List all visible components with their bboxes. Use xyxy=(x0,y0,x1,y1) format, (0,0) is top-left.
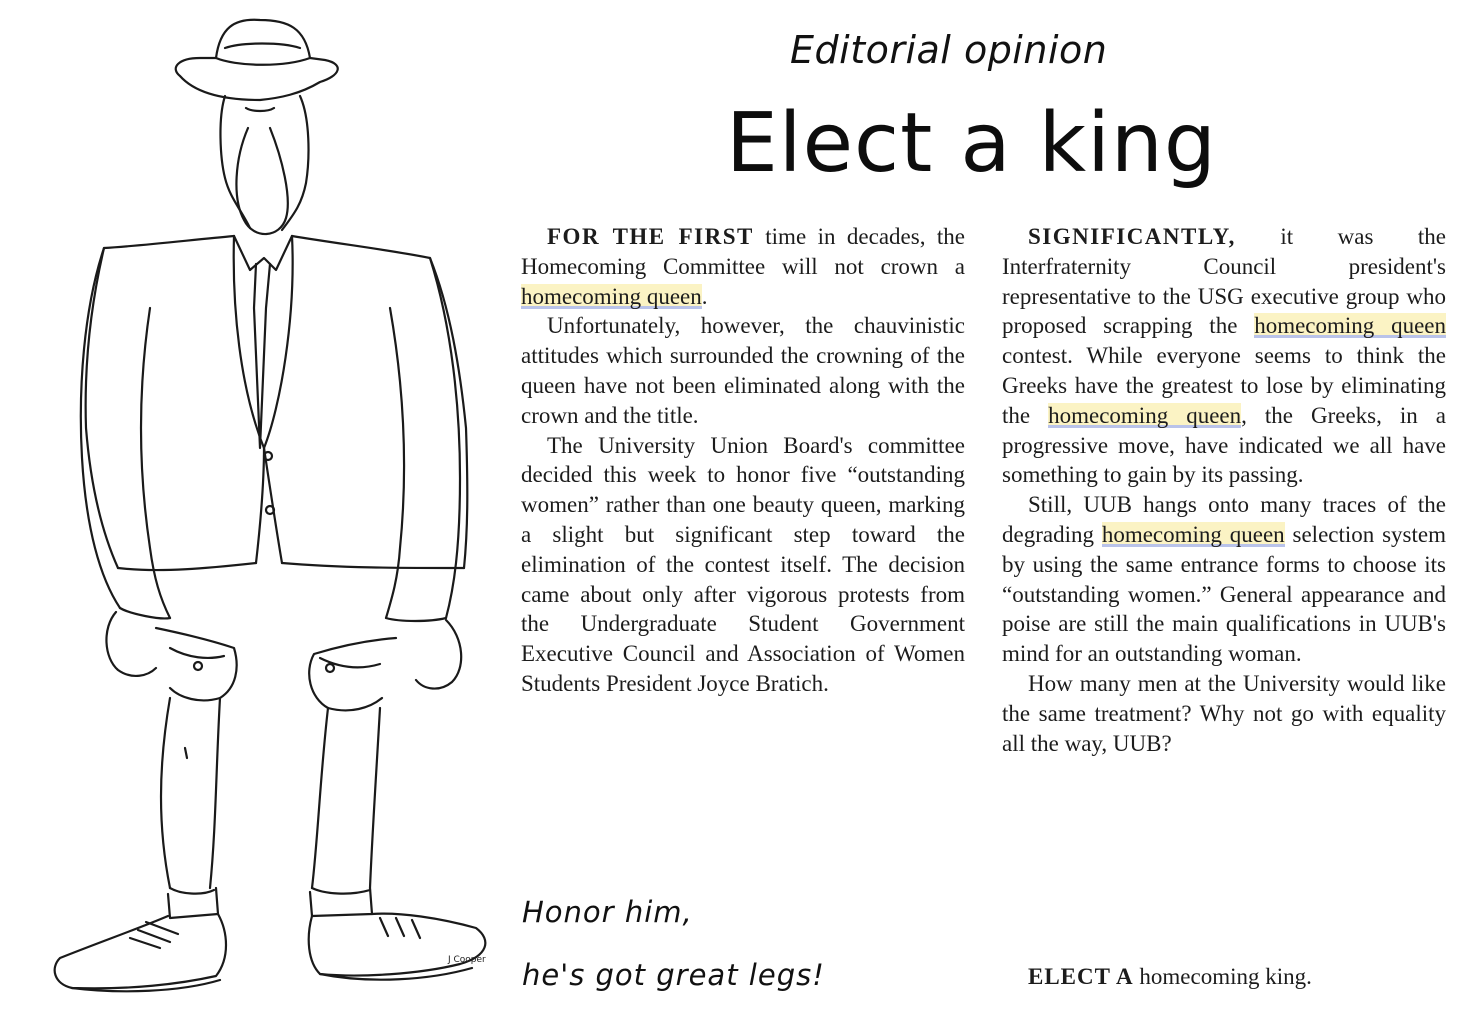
paragraph-text: it was the Interfraternity Council president's representative to the USG executive group who proposed scrapping the xyxy=(1002,224,1446,339)
section-kicker: Editorial opinion xyxy=(790,28,1108,72)
paragraph xyxy=(521,222,965,311)
article-column-left xyxy=(521,222,965,699)
paragraph-text: selection system by using the same entrance forms to choose its “outstanding women.” General appearance and poise are still the main qualifications in UUB's mind for an outstanding woman. xyxy=(1002,521,1446,667)
paragraph-text: Unfortunately, however, the chauvinistic attitudes which surrounded the crowning of the queen have not been eliminated along with the crown and the title. xyxy=(521,313,965,428)
paragraph-lead: FOR THE FIRST xyxy=(547,224,754,249)
paragraph xyxy=(1002,490,1446,669)
search-highlight: homecoming queen xyxy=(1254,313,1446,339)
closing-text: homecoming king. xyxy=(1133,964,1312,989)
paragraph-text: The University Union Board's committee decided this week to honor five “outstanding women” rather than one beauty queen, marking a slight but significant step toward the elimination of the contest itself. The decision came about only after vigorous protests from the Undergraduate Student Government Executive Council and Association of Women Students President Joyce Bratich. xyxy=(521,432,965,696)
paragraph-text: time in decades, the Homecoming Committee will not crown a xyxy=(521,224,965,279)
closing-lead: ELECT A xyxy=(1028,964,1134,989)
search-highlight: homecoming queen xyxy=(1101,521,1285,547)
paragraph-text: , the Greeks, in a progressive move, have indicated we all have something to gain by its passing. xyxy=(1002,402,1446,488)
search-highlight: homecoming queen xyxy=(521,283,702,309)
paragraph xyxy=(521,311,965,430)
cartoon-caption-line-1: Honor him, xyxy=(522,895,693,929)
paragraph xyxy=(1002,669,1446,758)
paragraph-text: contest. While everyone seems to think the Greeks have the greatest to lose by eliminating the xyxy=(1002,343,1446,428)
cartoon-caption-line-2: he's got great legs! xyxy=(522,958,825,992)
article-column-right xyxy=(1002,222,1446,758)
paragraph xyxy=(1002,222,1446,490)
paragraph-text: How many men at the University would like the same treatment? Why not go with equality all the way, UUB? xyxy=(1002,670,1446,756)
artist-signature: J Cooper xyxy=(448,955,486,965)
search-highlight: homecoming queen xyxy=(1048,402,1242,428)
cartoon-illustration xyxy=(20,8,500,1008)
paragraph-text: Still, UUB hangs onto many traces of the degrading xyxy=(1002,492,1446,547)
closing-line xyxy=(1028,964,1312,990)
paragraph-lead: SIGNIFICANTLY, xyxy=(1028,224,1236,249)
man-rolling-pants-drawing xyxy=(20,8,500,1008)
paragraph xyxy=(521,431,965,699)
paragraph-text: . xyxy=(701,283,708,309)
headline: Elect a king xyxy=(726,96,1217,191)
